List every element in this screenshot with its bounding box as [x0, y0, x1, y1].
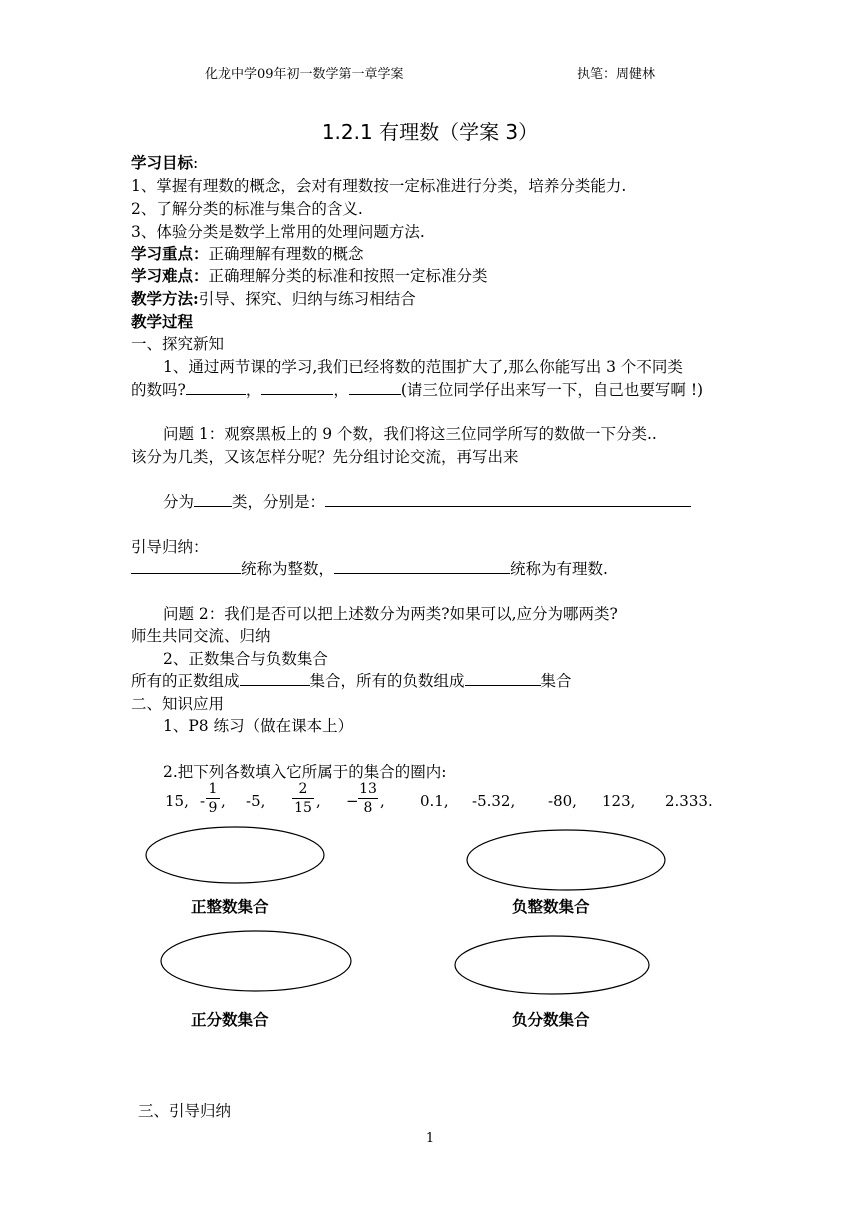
goal-item-3: 3、体验分类是数学上常用的处理问题方法. [131, 223, 425, 241]
teaching-method: 教学方法:引导、探究、归纳与练习相结合 [131, 289, 416, 308]
negative-integer-set-label: 负整数集合 [512, 897, 590, 916]
section2-heading: 二、知识应用 [131, 695, 225, 713]
discussion: 师生共同交流、归纳 [131, 627, 271, 645]
guide-line: 统称为整数， 统称为有理数. [131, 557, 608, 579]
negative-integer-set-circle[interactable] [467, 830, 665, 890]
goal-item-1: 1、掌握有理数的概念，会对有理数按一定标准进行分类，培养分类能力. [131, 177, 627, 195]
positive-integer-set-circle[interactable] [146, 827, 324, 883]
number-15: 15, [165, 792, 189, 810]
number-minus-sign: − [346, 792, 359, 810]
sets-line: 所有的正数组成 集合，所有的负数组成 集合 [131, 672, 572, 690]
header-left: 化龙中学09年初一数学第一章学案 [205, 67, 404, 82]
goal-item-2: 2、了解分类的标准与集合的含义. [131, 200, 363, 218]
exercise-1: 1、P8 练习（做在课本上） [163, 717, 354, 735]
number-comma: , [221, 792, 226, 810]
guide-label: 引导归纳： [131, 538, 209, 556]
number-2-333: 2.333. [665, 792, 713, 810]
positive-integer-set-label: 正整数集合 [191, 897, 269, 916]
negative-fraction-set-label: 负分数集合 [512, 1010, 590, 1029]
fraction-one-ninth: 1 9 [206, 782, 220, 815]
number-neg-sign: - [200, 792, 206, 810]
exercise-2: 2.把下列各数填入它所属于的集合的圈内: [163, 763, 447, 781]
positive-fraction-set-circle[interactable] [161, 931, 351, 991]
problem1-line1: 问题 1：观察黑板上的 9 个数，我们将这三位同学所写的数做一下分类.. [163, 425, 657, 443]
problem1-line2: 该分为几类，又该怎样分呢？先分组讨论交流，再写出来 [131, 448, 519, 466]
process-heading: 教学过程 [131, 312, 194, 331]
question-intro-line1: 1、通过两节课的学习,我们已经将数的范围扩大了,那么你能写出 3 个不同类 [163, 358, 683, 376]
number-comma: , [316, 792, 321, 810]
fraction-thirteen-eighths: 13 8 [359, 781, 377, 816]
sets-heading: 2、正数集合与负数集合 [163, 650, 328, 668]
positive-fraction-set-label: 正分数集合 [191, 1010, 269, 1029]
section1-heading: 一、探究新知 [131, 335, 225, 353]
difficulty: 学习难点：正确理解分类的标准和按照一定标准分类 [131, 266, 488, 285]
problem2: 问题 2：我们是否可以把上述数分为两类?如果可以,应分为哪两类? [163, 605, 618, 623]
number-neg-80: -80, [548, 792, 577, 810]
key-point: 学习重点：正确理解有理数的概念 [131, 244, 364, 263]
number-neg-5-32: -5.32, [472, 792, 516, 810]
section3-heading: 三、引导归纳 [138, 1102, 232, 1120]
number-123: 123, [602, 792, 636, 810]
fraction-two-fifteenths: 2 15 [292, 782, 314, 815]
goals-heading: 学习目标: [131, 153, 199, 172]
question-intro-line2: 的数吗? ， ， (请三位同学仔出来写一下，自己也要写啊 !) [131, 381, 704, 399]
header-author: 执笔：周健林 [577, 67, 656, 82]
number-neg-5: -5, [246, 792, 266, 810]
split-line: 分为 类，分别是： [163, 490, 691, 512]
page-title: 1.2.1 有理数（学案 3） [321, 120, 539, 144]
negative-fraction-set-circle[interactable] [455, 936, 649, 994]
number-0-1: 0.1, [420, 792, 449, 810]
page-number: 1 [425, 1131, 435, 1146]
number-comma: , [380, 792, 385, 810]
